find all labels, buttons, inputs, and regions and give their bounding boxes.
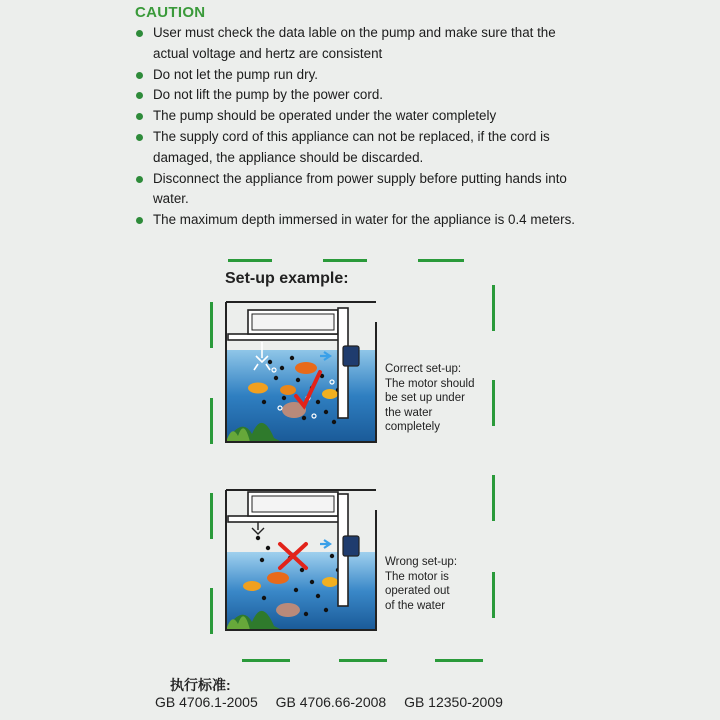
caution-item-text: Do not lift the pump by the power cord. xyxy=(153,87,383,103)
frame-dash xyxy=(228,259,272,262)
frame-dash xyxy=(210,302,213,348)
wrong-setup-illustration xyxy=(222,486,380,632)
standards-title: 执行标准: xyxy=(170,677,231,693)
caution-item-text: The maximum depth immersed in water for the appliance is 0.4 meters. xyxy=(153,212,575,228)
caution-item-text: The supply cord of this appliance can not be replaced, if the cord is damaged, the appliance should be discarded. xyxy=(153,128,550,165)
bullet-dot-icon xyxy=(136,176,143,183)
frame-dash xyxy=(339,659,387,662)
wrong-setup-caption: Wrong set-up: The motor is operated out of the water xyxy=(385,556,458,612)
frame-dash xyxy=(242,659,290,662)
correct-setup-illustration xyxy=(222,298,380,444)
frame-dash xyxy=(435,659,483,662)
bullet-dot-icon xyxy=(136,217,143,224)
caution-title: CAUTION xyxy=(135,4,206,21)
caution-item xyxy=(135,106,595,127)
frame-dash xyxy=(323,259,367,262)
caution-item-text: Disconnect the appliance from power supply before putting hands into water. xyxy=(153,170,567,207)
standard-code: GB 4706.66-2008 xyxy=(275,694,387,710)
bullet-dot-icon xyxy=(136,134,143,141)
standards-list xyxy=(155,694,517,710)
frame-dash xyxy=(492,475,495,521)
setup-title: Set-up example: xyxy=(225,270,349,287)
caution-item-text: The pump should be operated under the water completely xyxy=(153,108,497,124)
frame-dash xyxy=(492,380,495,426)
caution-list xyxy=(135,23,595,231)
caution-item xyxy=(135,210,595,231)
frame-dash xyxy=(210,398,213,444)
caution-item-text: Do not let the pump run dry. xyxy=(153,66,318,82)
bullet-dot-icon xyxy=(136,30,143,37)
standard-code: GB 4706.1-2005 xyxy=(155,694,258,710)
correct-setup-caption: Correct set-up: The motor should be set up under the water completely xyxy=(385,363,475,434)
caution-item xyxy=(135,169,595,211)
standard-code: GB 12350-2009 xyxy=(404,694,503,710)
caution-item xyxy=(135,85,595,106)
frame-dash xyxy=(492,285,495,331)
caution-item xyxy=(135,65,595,86)
caution-item xyxy=(135,23,595,65)
frame-dash xyxy=(492,572,495,618)
caution-item-text: User must check the data lable on the pump and make sure that the actual voltage and hertz are consistent xyxy=(153,25,556,61)
frame-dash xyxy=(210,493,213,539)
bullet-dot-icon xyxy=(136,113,143,120)
frame-dash xyxy=(210,588,213,634)
frame-dash xyxy=(418,259,464,262)
caution-item xyxy=(135,127,595,169)
bullet-dot-icon xyxy=(136,92,143,99)
bullet-dot-icon xyxy=(136,72,143,79)
